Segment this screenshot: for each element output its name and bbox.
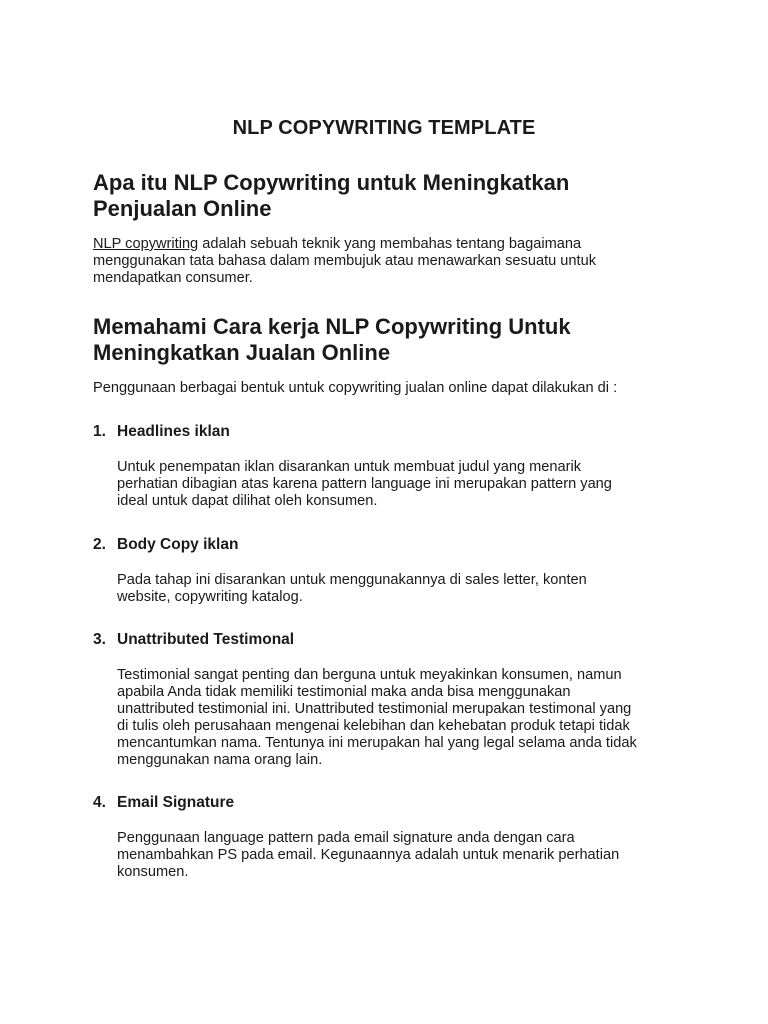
heading-line: Penjualan Online [93, 196, 272, 221]
document-title: NLP COPYWRITING TEMPLATE [232, 117, 536, 139]
paragraph-line: mencantumkan nama. Tentunya ini merupakan hal yang legal selama anda tidak [117, 735, 637, 751]
nlp-copywriting-link[interactable]: NLP copywriting [93, 236, 199, 252]
list-item-body [117, 572, 697, 606]
section1-paragraph [93, 236, 693, 287]
list-item-heading [93, 630, 294, 650]
list-item-number: 4. [93, 794, 106, 811]
list-item-title: Body Copy iklan [117, 536, 239, 553]
paragraph-line: Penggunaan language pattern pada email signature anda dengan cara [117, 830, 575, 846]
paragraph-text: adalah sebuah teknik yang membahas tentang bagaimana [198, 236, 582, 252]
list-item-title: Email Signature [117, 794, 235, 811]
paragraph-line: Untuk penempatan iklan disarankan untuk membuat judul yang menarik [117, 459, 582, 475]
paragraph-line: mendapatkan consumer. [93, 270, 253, 286]
list-item-heading [93, 535, 238, 555]
paragraph-line: Penggunaan berbagai bentuk untuk copywriting jualan online dapat dilakukan di : [93, 380, 618, 396]
section-heading-how-it-works [93, 314, 693, 366]
list-item-title: Headlines iklan [117, 423, 230, 440]
list-item-title: Unattributed Testimonal [117, 631, 295, 648]
section-heading-what-is-nlp [93, 170, 693, 222]
paragraph-line: perhatian dibagian atas karena pattern language ini merupakan pattern yang [117, 476, 612, 492]
section2-intro [93, 380, 693, 397]
paragraph-line: menggunakan nama orang lain. [117, 752, 323, 768]
paragraph-line: Pada tahap ini disarankan untuk menggunakannya di sales letter, konten [117, 572, 587, 588]
list-item-body [117, 830, 697, 881]
paragraph-line: menggunakan tata bahasa dalam membujuk atau menawarkan sesuatu untuk [93, 253, 596, 269]
list-item-body [117, 459, 697, 510]
heading-line: Meningkatkan Jualan Online [93, 340, 391, 365]
list-item-body [117, 667, 697, 769]
paragraph-line: website, copywriting katalog. [117, 589, 303, 605]
heading-line: Memahami Cara kerja NLP Copywriting Untuk [93, 314, 571, 339]
paragraph-line: menambahkan PS pada email. Kegunaannya adalah untuk menarik perhatian [117, 847, 620, 863]
paragraph-line [93, 236, 693, 253]
paragraph-line: unattributed testimonial ini. Unattributed testimonial merupakan testimonal yang [117, 701, 632, 717]
paragraph-line: ideal untuk dapat dilihat oleh konsumen. [117, 493, 378, 509]
paragraph-line: konsumen. [117, 864, 189, 880]
paragraph-line: apabila Anda tidak memiliki testimonial maka anda bisa menggunakan [117, 684, 571, 700]
list-item-number: 1. [93, 423, 106, 440]
list-item-heading [93, 422, 230, 442]
heading-line: Apa itu NLP Copywriting untuk Meningkatkan [93, 170, 570, 195]
list-item-number: 3. [93, 631, 106, 648]
paragraph-line: Testimonial sangat penting dan berguna untuk meyakinkan konsumen, namun [117, 667, 622, 683]
list-item-number: 2. [93, 536, 106, 553]
paragraph-line: di tulis oleh perusahaan mengenai kelebihan dan kehebatan produk tetapi tidak [117, 718, 630, 734]
list-item-heading [93, 793, 234, 813]
